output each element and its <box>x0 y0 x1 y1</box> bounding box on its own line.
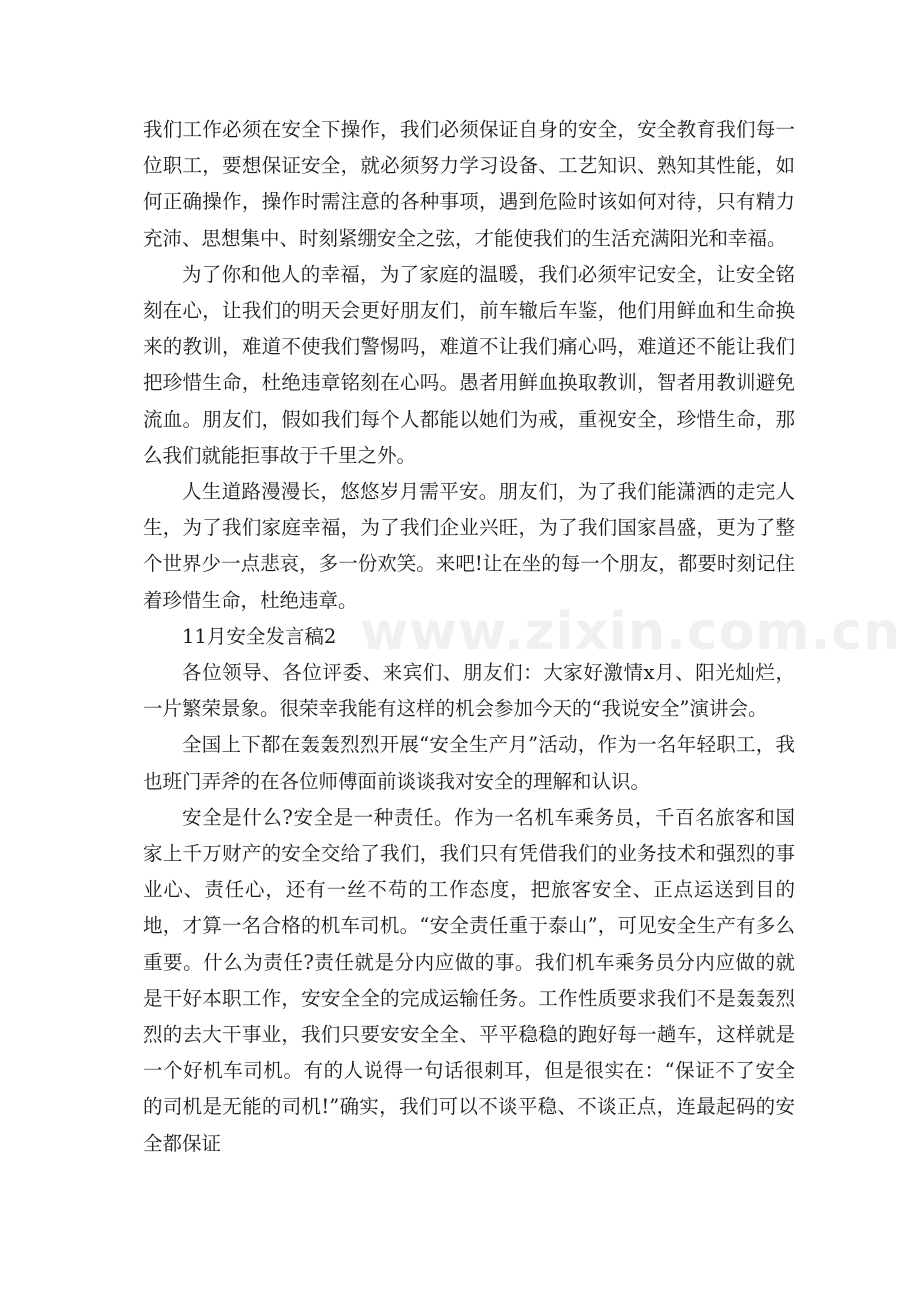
section-heading: 11月安全发言稿2 <box>182 624 337 648</box>
paragraph-4: 各位领导、各位评委、来宾们、朋友们：大家好激情x月、阳光灿烂，一片繁荣景象。很荣幸我能有这样的机会参加今天的“我说安全”演讲会。 <box>143 661 795 721</box>
paragraph-1: 我们工作必须在安全下操作，我们必须保证自身的安全，安全教育我们每一位职工，要想保证安全，就必须努力学习设备、工艺知识、熟知其性能，如何正确操作，操作时需注意的各种事项，遇到危险时该如何对待，只有精力充沛、思想集中、时刻紧绷安全之弦，才能使我们的生活充满阳光和幸福。 <box>143 118 795 250</box>
paragraph-5: 全国上下都在轰轰烈烈开展“安全生产月”活动，作为一名年轻职工，我也班门弄斧的在各位师傅面前谈谈我对安全的理解和认识。 <box>143 733 795 793</box>
document-body <box>143 112 795 1162</box>
paragraph-3: 人生道路漫漫长，悠悠岁月需平安。朋友们，为了我们能潇洒的走完人生，为了我们家庭幸福，为了我们企业兴旺，为了我们国家昌盛，更为了整个世界少一点悲哀，多一份欢笑。来吧!让在坐的每一个朋友，都要时刻记住着珍惜生命，杜绝违章。 <box>143 480 795 612</box>
watermark: www.zixin.com.cn <box>360 602 902 662</box>
paragraph-2: 为了你和他人的幸福，为了家庭的温暖，我们必须牢记安全，让安全铭刻在心，让我们的明天会更好朋友们，前车辙后车鉴，他们用鲜血和生命换来的教训，难道不使我们警惕吗，难道不让我们痛心吗，难道还不能让我们把珍惜生命，杜绝违章铭刻在心吗。愚者用鲜血换取教训，智者用教训避免流血。朋友们，假如我们每个人都能以她们为戒，重视安全，珍惜生命，那么我们就能拒事故于千里之外。 <box>143 262 795 467</box>
paragraph-6: 安全是什么?安全是一种责任。作为一名机车乘务员，千百名旅客和国家上千万财产的安全交给了我们，我们只有凭借我们的业务技术和强烈的事业心、责任心，还有一丝不苟的工作态度，把旅客安全、正点运送到目的地，才算一名合格的机车司机。“安全责任重于泰山”，可见安全生产有多么重要。什么为责任?责任就是分内应做的事。我们机车乘务员分内应做的就是干好本职工作，安安全全的完成运输任务。工作性质要求我们不是轰轰烈烈的去大干事业，我们只要安安全全、平平稳稳的跑好每一趟车，这样就是一个好机车司机。有的人说得一句话很刺耳，但是很实在：“保证不了安全的司机是无能的司机!”确实，我们可以不谈平稳、不谈正点，连最起码的安全都保证 <box>143 805 795 1155</box>
